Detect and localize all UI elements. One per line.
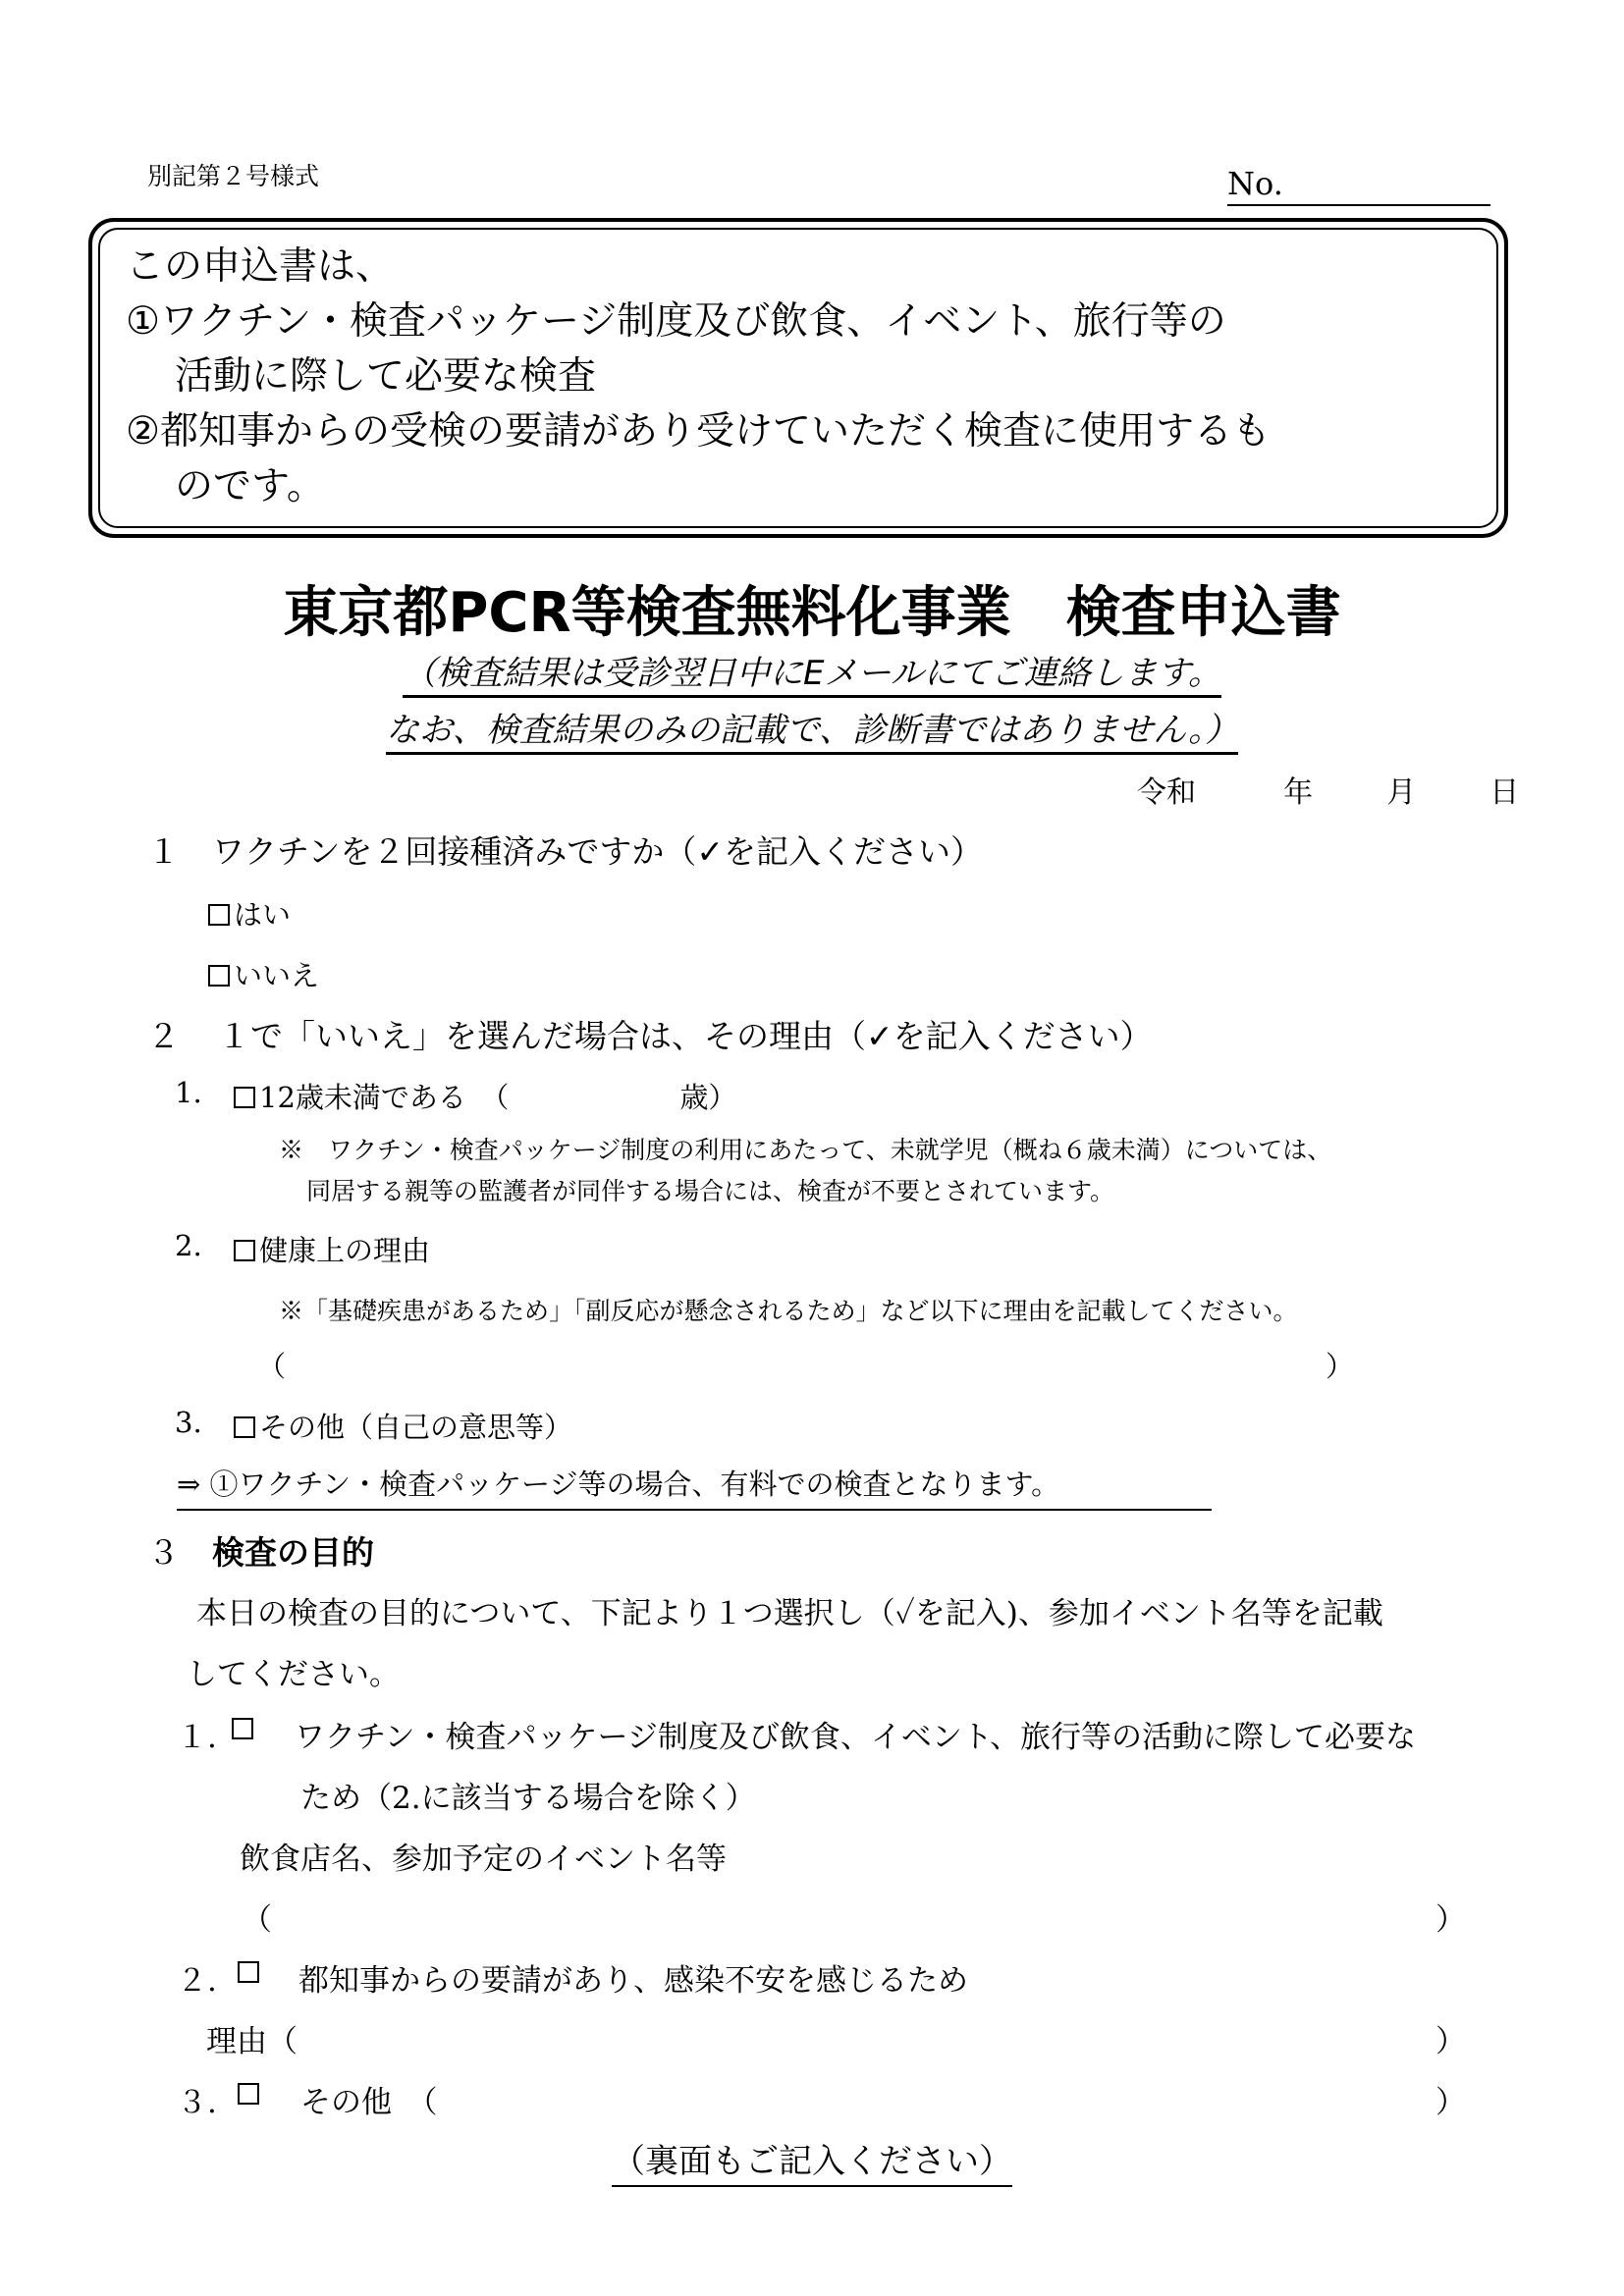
date-year-label: 年 [1283, 775, 1314, 810]
q3-reason-label: 理由（ [206, 2024, 298, 2059]
subtitle-line-2: なお、検査結果のみの記載で、診断書ではありません。） [386, 711, 1238, 755]
q3-opt1-open-paren: （ [242, 1902, 272, 1938]
q3-opt3-number: ３. [177, 2085, 217, 2120]
date-month-label: 月 [1386, 775, 1417, 810]
q2-paid-test-note: ⇒ ①ワクチン・検査パッケージ等の場合、有料での検査となります。 [177, 1463, 1212, 1511]
q3-number: ３ [147, 1533, 180, 1572]
q3-event-name-field[interactable] [285, 1891, 1424, 1932]
q2-opt1-note-1: ※ ワクチン・検査パッケージ制度の利用にあたって、未就学児（概ね６歳未満）については、 [279, 1136, 1332, 1164]
q3-opt2: 都知事からの要請があり、感染不安を感じるため [298, 1963, 968, 1999]
q2-opt1[interactable]: 12歳未満である （ 歳） [234, 1076, 736, 1116]
q2-opt2[interactable]: 健康上の理由 [234, 1229, 430, 1269]
q2-opt2-note: ※「基礎疾患があるため」「副反応が懸念されるため」など以下に理由を記載してください。 [279, 1297, 1298, 1325]
q1-option-yes[interactable]: はい [208, 893, 291, 934]
q1-number: １ [147, 832, 180, 871]
date-line [1137, 768, 1519, 811]
q2-opt2-number: 2. [175, 1229, 202, 1262]
q2-opt2-checkbox[interactable] [234, 1240, 255, 1261]
q3-opt1-number: １. [177, 1720, 217, 1755]
q3-opt3: その他 （ [300, 2085, 438, 2120]
q2-number: ２ [147, 1017, 180, 1055]
notice-line-1: この申込書は、 [126, 244, 395, 289]
q3-opt1-label: 飲食店名、参加予定のイベント名等 [240, 1842, 727, 1877]
q1-yes-checkbox[interactable] [208, 904, 230, 926]
q3-opt2-number: ２. [177, 1963, 217, 1999]
q3-opt3-checkbox[interactable] [238, 2083, 259, 2105]
q2-opt3-number: 3. [175, 1406, 202, 1439]
notice-line-2: ①ワクチン・検査パッケージ制度及び飲食、イベント、旅行等の [126, 299, 1226, 344]
q2-opt1-checkbox[interactable] [234, 1087, 255, 1108]
q1-no-checkbox[interactable] [208, 965, 230, 987]
form-id: 別記第２号様式 [147, 162, 320, 190]
q1-question: ワクチンを２回接種済みですか（✓を記入ください） [212, 832, 984, 871]
notice-line-5: のです。 [175, 464, 325, 508]
document-number-field[interactable] [1227, 165, 1490, 206]
q2-opt3-checkbox[interactable] [234, 1416, 255, 1438]
q3-other-field[interactable] [452, 2073, 1424, 2114]
date-day-label: 日 [1489, 775, 1520, 810]
notice-line-4: ②都知事からの受検の要請があり受けていただく検査に使用するも [126, 409, 1271, 454]
q1-option-no[interactable]: いいえ [208, 954, 319, 994]
date-era: 令和 [1137, 775, 1196, 810]
notice-line-3: 活動に際して必要な検査 [175, 354, 597, 399]
q2-opt1-number: 1. [175, 1076, 202, 1109]
q2-reason-close-paren: ） [1326, 1350, 1355, 1383]
q3-reason-field[interactable] [314, 2012, 1424, 2054]
page-title: 東京都PCR等検査無料化事業 検査申込書 [283, 581, 1341, 645]
q2-health-reason-field[interactable] [295, 1341, 1316, 1380]
q3-opt1-line-1: ワクチン・検査パッケージ制度及び飲食、イベント、旅行等の活動に際して必要な [295, 1720, 1417, 1755]
subtitle-line-1: （検査結果は受診翌日中にEメールにてご連絡します。 [403, 654, 1221, 698]
q2-opt1-note-2: 同居する親等の監護者が同伴する場合には、検査が不要とされています。 [306, 1177, 1115, 1205]
q3-question: 検査の目的 [212, 1533, 374, 1572]
q3-opt3-close-paren: ） [1435, 2085, 1466, 2120]
document-number-label: No. [1227, 165, 1283, 202]
q2-reason-open-paren: （ [257, 1350, 287, 1383]
q3-opt1-checkbox[interactable] [232, 1718, 253, 1739]
q3-opt1-close-paren: ） [1435, 1902, 1466, 1938]
q2-opt3[interactable]: その他（自己の意思等） [234, 1406, 572, 1446]
q3-opt1-line-2: ため（2.に該当する場合を除く） [300, 1781, 756, 1816]
q3-instruction-1: 本日の検査の目的について、下記より１つ選択し（✓を記入)、参加イベント名等を記載 [196, 1596, 1383, 1631]
q3-opt2-checkbox[interactable] [238, 1961, 259, 1983]
back-side-note: （裏面もご記入ください） [612, 2142, 1012, 2187]
q2-question: １で「いいえ」を選んだ場合は、その理由（✓を記入ください） [218, 1017, 1153, 1055]
q3-instruction-2: してください。 [187, 1657, 400, 1692]
q3-reason-close-paren: ） [1435, 2024, 1466, 2059]
